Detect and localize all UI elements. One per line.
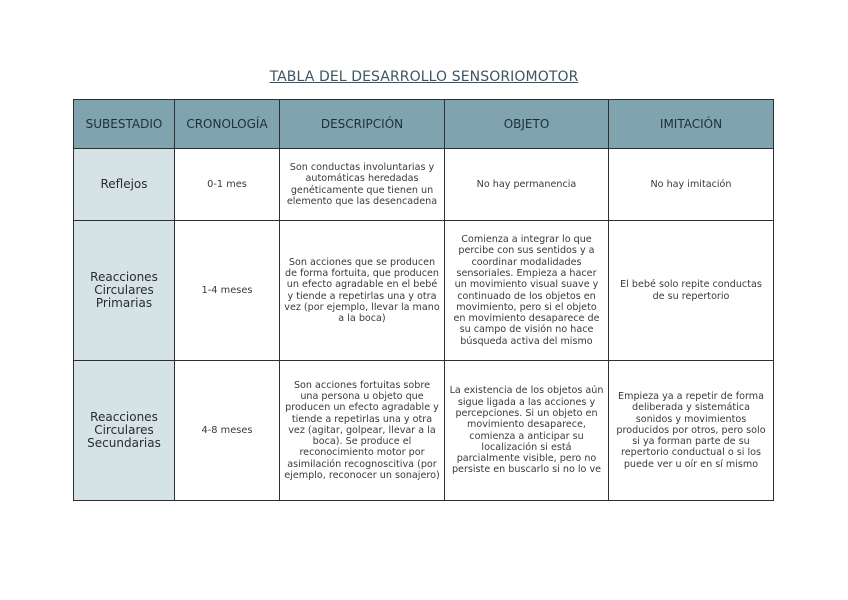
cell-cronologia: 1-4 meses	[175, 221, 280, 361]
cell-subestadio: Reacciones Circulares Primarias	[74, 221, 175, 361]
cell-objeto: No hay permanencia	[445, 149, 609, 221]
cell-descripcion: Son acciones fortuitas sobre una persona u objeto que producen un efecto agradable y tiende a repetirlas una y otra vez (agitar, golpear, llevar a la boca). Se produce el reconocimiento motor por asimilación recognoscitiva (por ejemplo, reconocer un sonajero)	[280, 361, 445, 501]
table-row	[74, 361, 774, 501]
cell-descripcion: Son conductas involuntarias y automáticas heredadas genéticamente que tienen un elemento que las desencadena	[280, 149, 445, 221]
table-row	[74, 221, 774, 361]
cell-subestadio: Reflejos	[74, 149, 175, 221]
cell-descripcion: Son acciones que se producen de forma fortuita, que producen un efecto agradable en el bebé y tiende a repetirlas una y otra vez (por ejemplo, llevar la mano a la boca)	[280, 221, 445, 361]
header-imitacion: IMITACIÓN	[609, 100, 774, 149]
header-objeto: OBJETO	[445, 100, 609, 149]
sensorimotor-table	[73, 99, 774, 501]
cell-imitacion: No hay imitación	[609, 149, 774, 221]
page-title: TABLA DEL DESARROLLO SENSORIOMOTOR	[269, 69, 579, 85]
header-cronologia: CRONOLOGÍA	[175, 100, 280, 149]
cell-imitacion: El bebé solo repite conductas de su repertorio	[609, 221, 774, 361]
header-descripcion: DESCRIPCIÓN	[280, 100, 445, 149]
cell-subestadio: Reacciones Circulares Secundarias	[74, 361, 175, 501]
cell-objeto: La existencia de los objetos aún sigue ligada a las acciones y percepciones. Si un objeto en movimiento desaparece, comienza a anticipar su localización si está parcialmente visible, pero no persiste en buscarlo si no lo ve	[445, 361, 609, 501]
cell-imitacion: Empieza ya a repetir de forma deliberada y sistemática sonidos y movimientos producidos por otros, pero solo si ya forman parte de su repertorio conductual o si los puede ver u oír en sí mismo	[609, 361, 774, 501]
table-row	[74, 149, 774, 221]
cell-objeto: Comienza a integrar lo que percibe con sus sentidos y a coordinar modalidades sensoriales. Empieza a hacer un movimiento visual suave y continuado de los objetos en movimiento, pero si el objeto en movimiento desaparece de su campo de visión no hace búsqueda activa del mismo	[445, 221, 609, 361]
header-subestadio: SUBESTADIO	[74, 100, 175, 149]
cell-cronologia: 4-8 meses	[175, 361, 280, 501]
cell-cronologia: 0-1 mes	[175, 149, 280, 221]
header-row	[74, 100, 774, 149]
